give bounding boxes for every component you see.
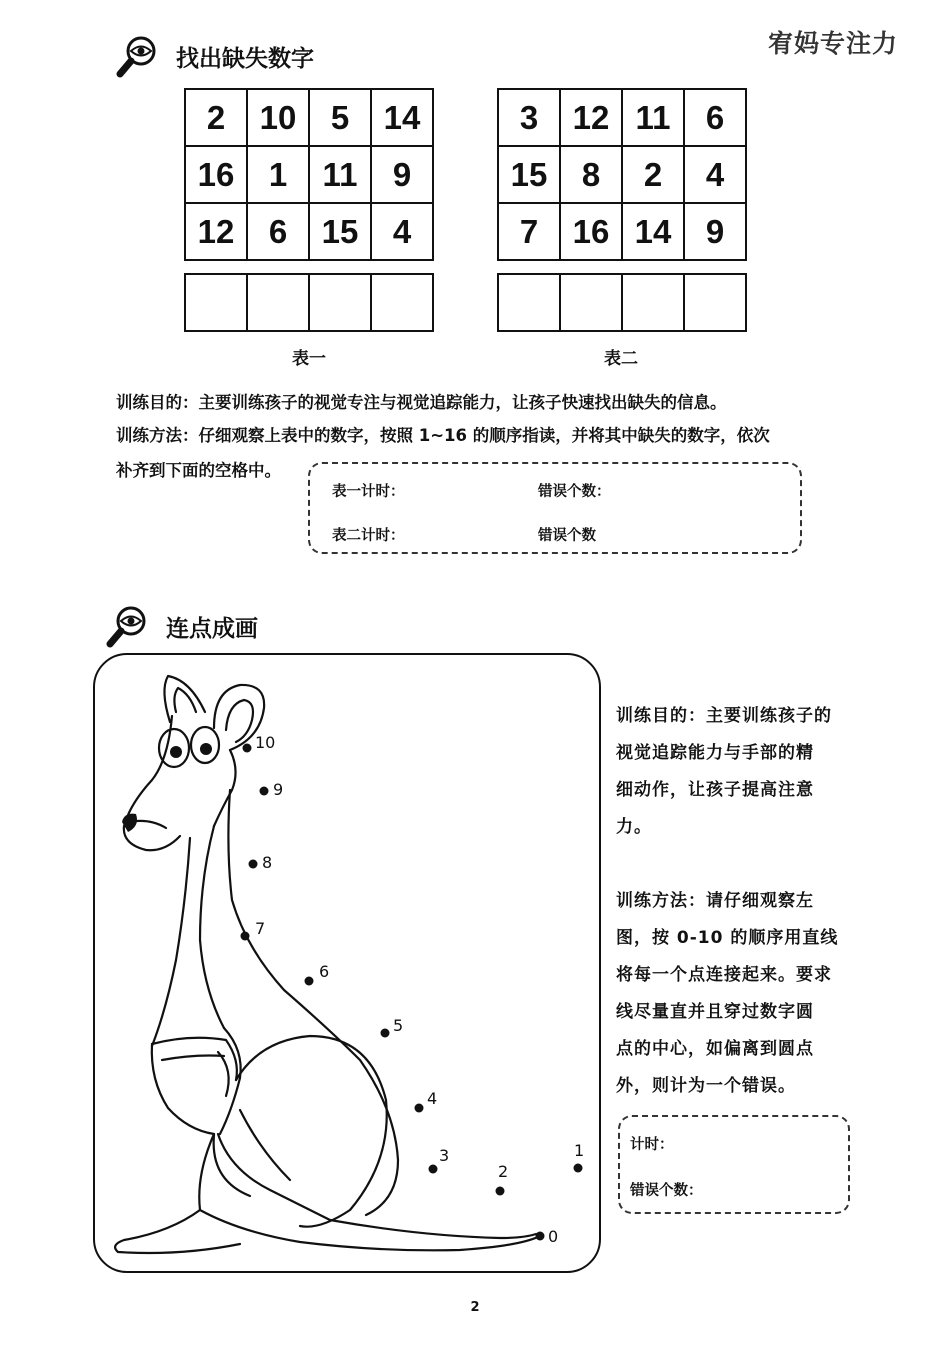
- table-cell: 11: [622, 89, 684, 146]
- section-title-missing-numbers: 找出缺失数字: [176, 46, 314, 72]
- connect-dot[interactable]: [305, 977, 314, 986]
- connect-dot[interactable]: [429, 1165, 438, 1174]
- connect-dot[interactable]: [249, 860, 258, 869]
- table-cell: 5: [309, 89, 371, 146]
- side-text-line: 将每一个点连接起来。要求: [616, 965, 832, 985]
- dot-number-label: 3: [439, 1146, 450, 1165]
- connect-dot[interactable]: [415, 1104, 424, 1113]
- table-cell: 16: [560, 203, 622, 260]
- side-instructions: [616, 698, 848, 1105]
- table-cell: 11: [309, 146, 371, 203]
- record-box-2: [618, 1115, 850, 1214]
- section-title-connect-dots: 连点成画: [166, 616, 258, 642]
- side-text-line: 训练目的：主要训练孩子的: [616, 706, 832, 726]
- table-cell: 15: [309, 203, 371, 260]
- side-text-line: 训练方法：请仔细观察左: [616, 891, 814, 911]
- side-text-line: 图，按 0-10 的顺序用直线: [616, 928, 839, 948]
- side-text-line: 视觉追踪能力与手部的精: [616, 743, 814, 763]
- table1-time-label: 表一计时：: [332, 484, 405, 500]
- connect-dot[interactable]: [260, 787, 269, 796]
- dot-number-label: 8: [262, 853, 273, 872]
- table-cell: 6: [247, 203, 309, 260]
- table1-errors-label: 错误个数：: [538, 484, 611, 500]
- table-cell: 12: [560, 89, 622, 146]
- table-2-caption: 表二: [604, 349, 638, 369]
- dot-number-label: 4: [427, 1089, 438, 1108]
- connect-dot[interactable]: [536, 1232, 545, 1241]
- table-cell: 15: [498, 146, 560, 203]
- dot-number-label: 9: [273, 780, 284, 799]
- side-text-line: 线尽量直并且穿过数字圆: [616, 1002, 814, 1022]
- table-cell: 16: [185, 146, 247, 203]
- connect-dot[interactable]: [574, 1164, 583, 1173]
- connect-dot[interactable]: [496, 1187, 505, 1196]
- dot-number-label: 7: [255, 919, 266, 938]
- table-cell: 6: [684, 89, 746, 146]
- table-cell: 14: [622, 203, 684, 260]
- table2-errors-label: 错误个数: [538, 528, 596, 544]
- side-text-line: 点的中心，如偏离到圆点: [616, 1039, 814, 1059]
- side-text-line: [616, 846, 848, 883]
- table-cell: 4: [684, 146, 746, 203]
- table-cell: 14: [371, 89, 433, 146]
- side-text-line: 外，则计为一个错误。: [616, 1076, 796, 1096]
- table-cell: 8: [560, 146, 622, 203]
- table-cell: 4: [371, 203, 433, 260]
- table-cell: 3: [498, 89, 560, 146]
- side-text-line: 细动作，让孩子提高注意: [616, 780, 814, 800]
- time-label: 计时：: [630, 1137, 674, 1153]
- table2-time-label: 表二计时：: [332, 528, 405, 544]
- dot-number-label: 0: [548, 1227, 559, 1246]
- table-cell: 2: [622, 146, 684, 203]
- table-cell: 10: [247, 89, 309, 146]
- table-cell: 9: [371, 146, 433, 203]
- connect-dot[interactable]: [381, 1029, 390, 1038]
- errors-label: 错误个数：: [630, 1183, 703, 1199]
- brand-title: 宥妈专注力: [768, 29, 899, 58]
- table-cell: 9: [684, 203, 746, 260]
- training-purpose: 训练目的：主要训练孩子的视觉专注与视觉追踪能力，让孩子快速找出缺失的信息。: [116, 393, 727, 412]
- page-number: 2: [470, 1300, 480, 1315]
- training-method-line2: 补齐到下面的空格中。: [116, 461, 281, 480]
- dot-number-label: 6: [319, 962, 330, 981]
- side-text-line: 力。: [616, 817, 652, 837]
- table-cell: 2: [185, 89, 247, 146]
- dot-number-label: 5: [393, 1016, 404, 1035]
- connect-dot[interactable]: [243, 744, 252, 753]
- dot-number-label: 10: [255, 733, 276, 752]
- dot-number-label: 2: [498, 1162, 509, 1181]
- table-cell: 12: [185, 203, 247, 260]
- table-1-caption: 表一: [292, 349, 326, 369]
- dot-number-label: 1: [574, 1141, 585, 1160]
- training-method-line1: 训练方法：仔细观察上表中的数字，按照 1~16 的顺序指读，并将其中缺失的数字，依次: [116, 426, 770, 445]
- connect-dot[interactable]: [241, 932, 250, 941]
- table-cell: 7: [498, 203, 560, 260]
- table-cell: 1: [247, 146, 309, 203]
